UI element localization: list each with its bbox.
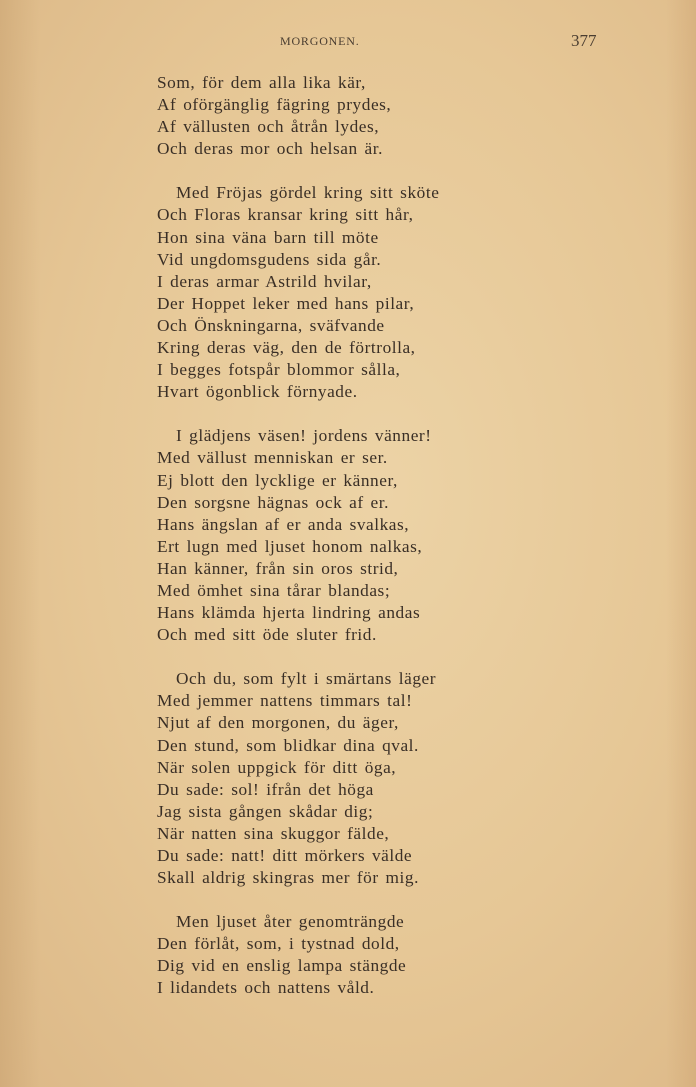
poem-line: Jag sista gången skådar dig; [157, 801, 374, 821]
poem-line: När solen uppgick för ditt öga, [157, 757, 397, 777]
poem-line: Njut af den morgonen, du äger, [157, 713, 399, 733]
poem-line: I deras armar Astrild hvilar, [157, 271, 372, 291]
poem-body [157, 72, 577, 1022]
poem-line: I glädjens väsen! jordens vänner! [176, 426, 432, 446]
poem-line: Hon sina väna barn till möte [157, 227, 379, 247]
poem-line: Vid ungdomsgudens sida går. [157, 249, 382, 269]
poem-line: Af oförgänglig fägring prydes, [157, 95, 392, 115]
poem-line: Den sorgsne hägnas ock af er. [157, 492, 389, 512]
poem-line: Med jemmer nattens timmars tal! [157, 691, 413, 711]
poem-line: I lidandets och nattens våld. [157, 978, 375, 998]
stanza-5 [157, 911, 577, 999]
poem-line: Men ljuset åter genomträngde [176, 912, 405, 932]
poem-line: Skall aldrig skingras mer för mig. [157, 868, 419, 888]
poem-line: Han känner, från sin oros strid, [157, 558, 399, 578]
page-edge-shadow-right [666, 0, 696, 1087]
poem-line: I begges fotspår blommor sålla, [157, 360, 401, 380]
poem-line: Den förlåt, som, i tystnad dold, [157, 934, 400, 954]
poem-line: Dig vid en enslig lampa stängde [157, 956, 407, 976]
poem-line: Kring deras väg, den de förtrolla, [157, 338, 416, 358]
running-head-title: MORGONEN. [280, 34, 360, 48]
poem-line: Och med sitt öde sluter frid. [157, 625, 377, 645]
page-number: 377 [571, 31, 597, 50]
stanza-2 [157, 182, 577, 403]
poem-line: Med Fröjas gördel kring sitt sköte [176, 183, 440, 203]
poem-line: Ert lugn med ljuset honom nalkas, [157, 536, 423, 556]
stanza-1 [157, 72, 577, 160]
poem-line: Och deras mor och helsan är. [157, 139, 383, 159]
poem-line: Hans klämda hjerta lindring andas [157, 603, 421, 623]
poem-line: Hvart ögonblick förnyade. [157, 382, 358, 402]
poem-line: Med ömhet sina tårar blandas; [157, 580, 391, 600]
poem-line: Och Önskningarna, sväfvande [157, 315, 385, 335]
stanza-3 [157, 425, 577, 646]
poem-line: Ej blott den lycklige er känner, [157, 470, 398, 490]
poem-line: Som, för dem alla lika kär, [157, 73, 366, 92]
poem-line: Den stund, som blidkar dina qval. [157, 735, 419, 755]
poem-line: Du sade: natt! ditt mörkers välde [157, 846, 413, 865]
poem-line: Af vällusten och åtrån lydes, [157, 117, 380, 137]
poem-line: Och du, som fylt i smärtans läger [176, 669, 437, 689]
poem-line: Der Hoppet leker med hans pilar, [157, 293, 415, 313]
page-edge-shadow-left [0, 0, 40, 1087]
poem-line: När natten sina skuggor fälde, [157, 823, 390, 843]
poem-line: Och Floras kransar kring sitt hår, [157, 205, 414, 225]
poem-line: Hans ängslan af er anda svalkas, [157, 514, 410, 534]
poem-line: Du sade: sol! ifrån det höga [157, 779, 374, 799]
poem-line: Med vällust menniskan er ser. [157, 448, 388, 468]
stanza-4 [157, 668, 577, 889]
